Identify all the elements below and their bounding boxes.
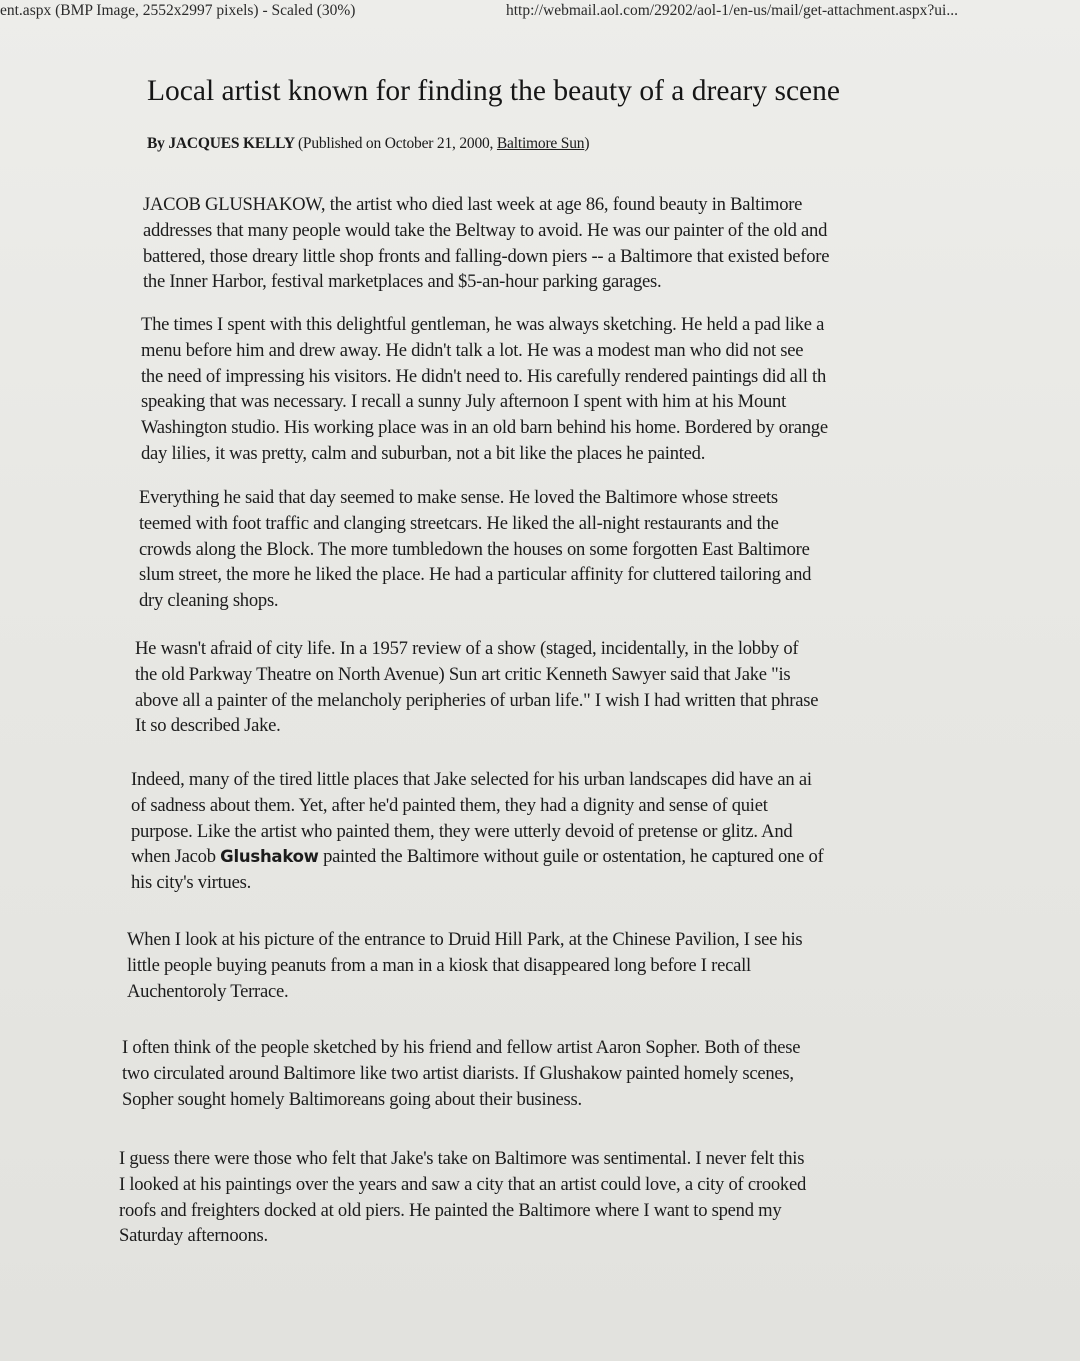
- article-headline: Local artist known for finding the beauty of a dreary scene: [147, 75, 840, 107]
- byline-author: By JACQUES KELLY: [147, 135, 295, 152]
- paragraph-line: I looked at his paintings over the years and saw a city that an artist could love, a city of crooked: [119, 1173, 807, 1195]
- paragraph-line: The times I spent with this delightful gentleman, he was always sketching. He held a pad like a: [141, 314, 825, 335]
- paragraph-line: of sadness about them. Yet, after he'd painted them, they had a dignity and sense of quiet: [131, 794, 768, 816]
- print-header-url: http://webmail.aol.com/29202/aol-1/en-us/mail/get-attachment.aspx?ui...: [506, 2, 958, 19]
- paragraph-line: his city's virtues.: [131, 872, 251, 894]
- paragraph-4: [135, 636, 818, 739]
- paragraph-line: slum street, the more he liked the place. He had a particular affinity for cluttered tailoring and: [139, 564, 812, 586]
- paragraph-line: Auchentoroly Terrace.: [127, 980, 289, 1002]
- paragraph-2: [141, 312, 828, 467]
- paragraph-line: the old Parkway Theatre on North Avenue) Sun art critic Kenneth Sawyer said that Jake "is: [135, 663, 791, 685]
- byline-source: Baltimore Sun: [496, 135, 585, 152]
- paragraph-line: Saturday afternoons.: [119, 1225, 268, 1247]
- paragraph-7: [122, 1035, 800, 1112]
- paragraph-line: little people buying peanuts from a man in a kiosk that disappeared long before I recall: [127, 954, 751, 976]
- paragraph-line: Indeed, many of the tired little places that Jake selected for his urban landscapes did have an ai: [131, 769, 812, 790]
- print-header-title: ent.aspx (BMP Image, 2552x2997 pixels) - Scaled (30%): [0, 2, 356, 19]
- paragraph-line: When I look at his picture of the entrance to Druid Hill Park, at the Chinese Pavilion, I see his: [127, 929, 803, 950]
- paragraph-line: menu before him and drew away. He didn't talk a lot. He was a modest man who did not see: [141, 339, 804, 361]
- paragraph-line: Sopher sought homely Baltimoreans going about their business.: [122, 1088, 582, 1110]
- paragraph-line: teemed with foot traffic and clanging streetcars. He liked the all-night restaurants and the: [139, 512, 779, 534]
- paragraph-line: the Inner Harbor, festival marketplaces and $5-an-hour parking garages.: [143, 271, 662, 293]
- byline-close: ): [584, 135, 590, 152]
- paragraph-line: speaking that was necessary. I recall a sunny July afternoon I spent with him at his Mount: [141, 391, 786, 413]
- paragraph-1: [143, 192, 829, 295]
- paragraph-line: purpose. Like the artist who painted them, they were utterly devoid of pretense or glitz. And: [131, 820, 793, 842]
- paragraph-3: [139, 485, 811, 614]
- bold-name: Glushakow: [220, 847, 319, 867]
- paragraph-line: I often think of the people sketched by his friend and fellow artist Aaron Sopher. Both of these: [122, 1037, 801, 1058]
- paragraph-line: battered, those dreary little shop fronts and falling-down piers -- a Baltimore that existed before: [143, 245, 830, 267]
- paragraph-line: above all a painter of the melancholy peripheries of urban life." I wish I had written that phrase: [135, 689, 819, 711]
- line-text: when Jacob: [131, 846, 221, 868]
- paragraph-line: [131, 844, 824, 870]
- paragraph-line: He wasn't afraid of city life. In a 1957 review of a show (staged, incidentally, in the lobby of: [135, 638, 799, 659]
- paragraph-line: dry cleaning shops.: [139, 590, 279, 612]
- paragraph-line: Washington studio. His working place was in an old barn behind his home. Bordered by orange: [141, 417, 828, 439]
- paragraph-line: addresses that many people would take the Beltway to avoid. He was our painter of the old and: [143, 219, 828, 241]
- paragraph-line: two circulated around Baltimore like two artist diarists. If Glushakow painted homely scenes,: [122, 1062, 794, 1084]
- paragraph-6: [127, 927, 802, 1004]
- paragraph-5: [131, 767, 824, 896]
- browser-print-header: [0, 0, 1080, 22]
- article-byline: [147, 133, 589, 155]
- paragraph-line: the need of impressing his visitors. He didn't need to. His carefully rendered paintings did all th: [141, 365, 827, 387]
- byline-published: (Published on October 21, 2000,: [297, 135, 494, 152]
- paragraph-line: day lilies, it was pretty, calm and suburban, not a bit like the places he painted.: [141, 442, 706, 464]
- paragraph-line: It so described Jake.: [135, 715, 281, 737]
- paragraph-line: Everything he said that day seemed to make sense. He loved the Baltimore whose streets: [139, 487, 778, 508]
- paragraph-8: [119, 1146, 806, 1249]
- paragraph-line: I guess there were those who felt that Jake's take on Baltimore was sentimental. I never felt this: [119, 1148, 805, 1169]
- line-text: painted the Baltimore without guile or ostentation, he captured one of: [318, 846, 824, 868]
- paragraph-line: roofs and freighters docked at old piers. He painted the Baltimore where I want to spend my: [119, 1199, 782, 1221]
- paragraph-line: JACOB GLUSHAKOW, the artist who died last week at age 86, found beauty in Baltimore: [143, 194, 803, 215]
- paragraph-line: crowds along the Block. The more tumbledown the houses on some forgotten East Baltimore: [139, 538, 810, 560]
